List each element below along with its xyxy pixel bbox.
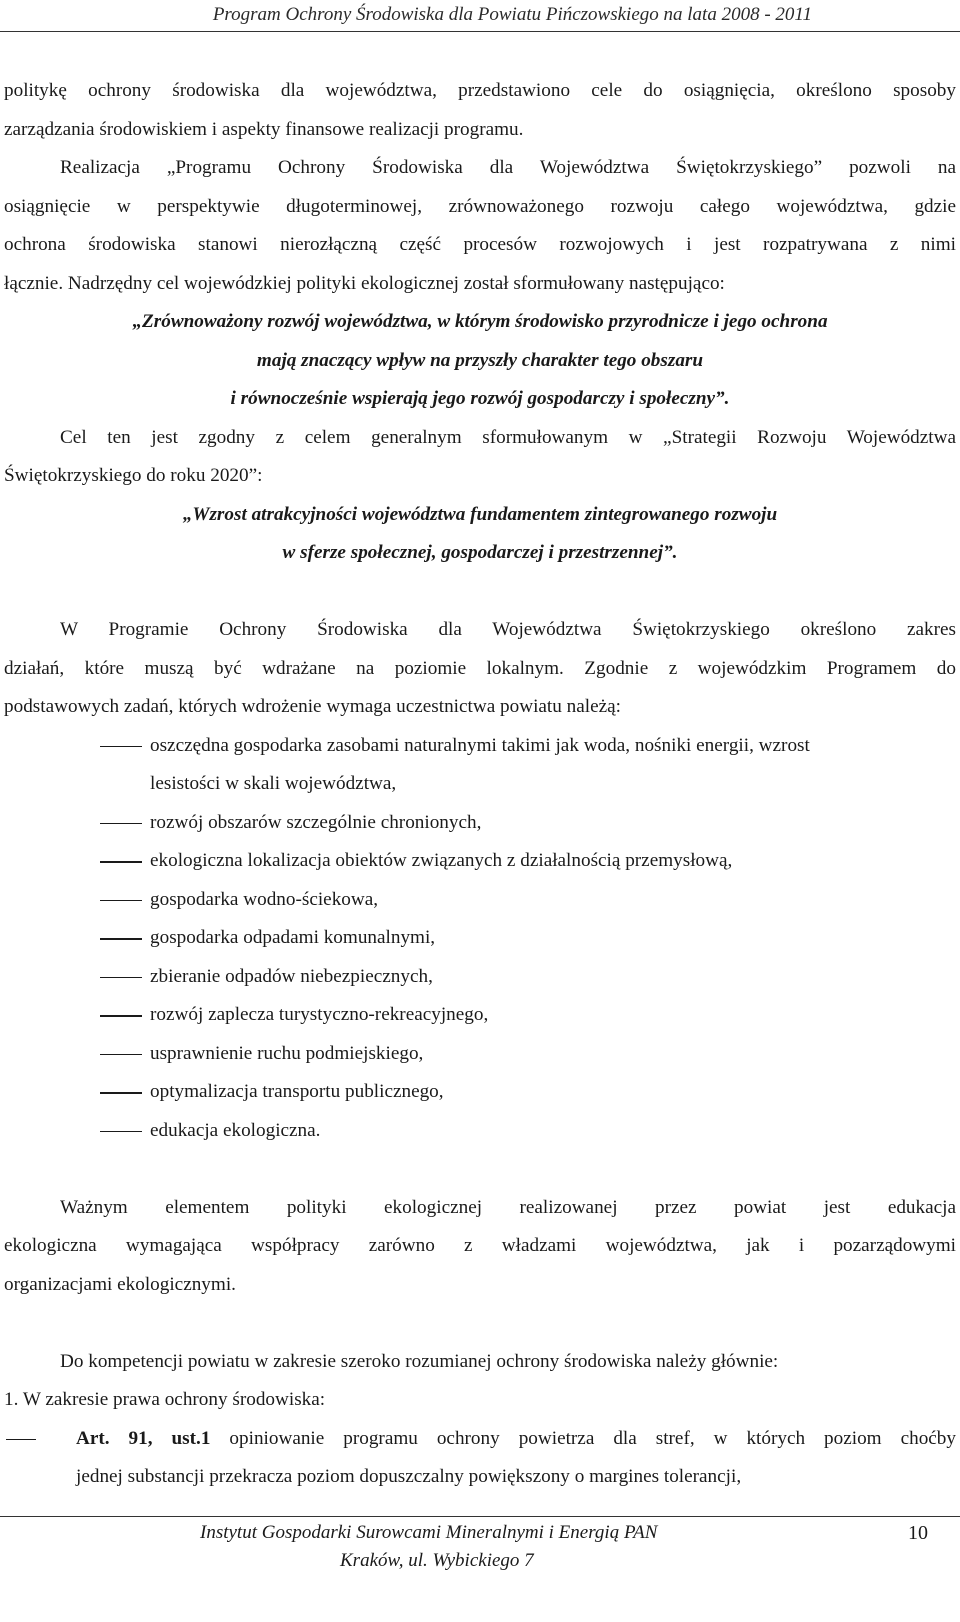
list-item-continuation: lesistości w skali województwa, xyxy=(150,773,397,794)
quote-line: w sferze społecznej, gospodarczej i przestrzennej”. xyxy=(282,542,678,563)
quote-line: „Zrównoważony rozwój województwa, w którym środowisko przyrodnicze i jego ochrona xyxy=(132,311,828,332)
list-item: gospodarka wodno-ściekowa, xyxy=(4,881,956,920)
page-header xyxy=(0,2,960,32)
dash-bullet-icon xyxy=(4,1035,100,1074)
article-text: Art. 91, ust.1 opiniowanie programu ochrony powietrza dla stref, w których poziom choćby xyxy=(76,1427,956,1449)
paragraph-line: podstawowych zadań, których wdrożenie wymaga uczestnictwa powiatu należą: xyxy=(4,696,621,717)
article-item xyxy=(4,1420,956,1459)
paragraph-line: Do kompetencji powiatu w zakresie szeroko rozumianej ochrony środowiska należy głównie: xyxy=(60,1350,779,1372)
quote-line: i równocześnie wspierają jego rozwój gospodarczy i społeczny”. xyxy=(230,388,730,409)
dash-bullet-icon xyxy=(4,1073,100,1112)
quote-line: „Wzrost atrakcyjności województwa fundamentem zintegrowanego rozwoju xyxy=(182,503,778,525)
paragraph-line: łącznie. Nadrzędny cel wojewódzkiej polityki ekologicznej został sformułowany następująco: xyxy=(4,272,725,294)
header-title: Program Ochrony Środowiska dla Powiatu Pińczowskiego na lata 2008 - 2011 xyxy=(212,4,812,25)
dash-bullet-icon xyxy=(4,1112,100,1151)
dash-bullet-icon xyxy=(4,958,100,997)
document-body xyxy=(4,72,956,1497)
paragraph-line: Ważnym elementem polityki ekologicznej realizowanej przez powiat jest edukacja xyxy=(60,1196,956,1218)
article-label: Art. 91, ust.1 xyxy=(76,1427,211,1449)
header-rule xyxy=(0,31,960,32)
list-item: usprawnienie ruchu podmiejskiego, xyxy=(4,1035,956,1074)
paragraph-line: 1. W zakresie prawa ochrony środowiska: xyxy=(4,1389,326,1410)
paragraph-line: Świętokrzyskiego do roku 2020”: xyxy=(4,465,263,486)
paragraph-line: organizacjami ekologicznymi. xyxy=(4,1273,236,1295)
dash-bullet-icon xyxy=(4,804,100,843)
page-footer xyxy=(0,1516,960,1616)
paragraph-line: politykę ochrony środowiska dla województwa, przedstawiono cele do osiągnięcia, określono sposoby xyxy=(4,80,956,101)
page-number: 10 xyxy=(908,1522,928,1544)
paragraph-line: działań, które muszą być wdrażane na poziomie lokalnym. Zgodnie z wojewódzkim Programem do xyxy=(4,657,956,679)
dash-bullet-icon xyxy=(4,842,100,881)
list-item: gospodarka odpadami komunalnymi, xyxy=(4,919,956,958)
paragraph-line: zarządzania środowiskiem i aspekty finansowe realizacji programu. xyxy=(4,118,524,140)
list-item: edukacja ekologiczna. xyxy=(4,1112,956,1151)
footer-rule xyxy=(0,1516,960,1517)
footer-institute: Instytut Gospodarki Surowcami Mineralnymi i Energią PAN xyxy=(200,1522,658,1543)
dash-bullet-icon xyxy=(4,996,100,1035)
list-item: zbieranie odpadów niebezpiecznych, xyxy=(4,958,956,997)
list-item: oszczędna gospodarka zasobami naturalnymi takimi jak woda, nośniki energii, wzrost xyxy=(4,727,956,766)
paragraph-line: ekologiczna wymagająca współpracy zarówno z władzami województwa, jak i pozarządowymi xyxy=(4,1235,956,1256)
footer-address: Kraków, ul. Wybickiego 7 xyxy=(340,1550,534,1571)
article-continuation: jednej substancji przekracza poziom dopuszczalny powiększony o margines tolerancji, xyxy=(76,1466,742,1487)
list-item: ekologiczna lokalizacja obiektów związanych z działalnością przemysłową, xyxy=(4,842,956,881)
dash-bullet-icon xyxy=(4,727,100,766)
list-item: rozwój obszarów szczególnie chronionych, xyxy=(4,804,956,843)
list-item: optymalizacja transportu publicznego, xyxy=(4,1073,956,1112)
dash-bullet-icon xyxy=(4,881,100,920)
paragraph-line: W Programie Ochrony Środowiska dla Województwa Świętokrzyskiego określono zakres xyxy=(60,619,956,640)
paragraph-line: Realizacja „Programu Ochrony Środowiska dla Województwa Świętokrzyskiego” pozwoli na xyxy=(60,157,956,178)
quote-line: mają znaczący wpływ na przyszły charakter tego obszaru xyxy=(256,349,704,371)
dash-bullet-icon xyxy=(4,919,100,958)
paragraph-line: Cel ten jest zgodny z celem generalnym sformułowanym w „Strategii Rozwoju Województwa xyxy=(60,426,956,448)
list-item: rozwój zaplecza turystyczno-rekreacyjnego, xyxy=(4,996,956,1035)
paragraph-line: osiągnięcie w perspektywie długoterminowej, zrównoważonego rozwoju całego województwa, gdzie xyxy=(4,195,956,217)
paragraph-line: ochrona środowiska stanowi nierozłączną część procesów rozwojowych i jest rozpatrywana z nimi xyxy=(4,234,956,255)
